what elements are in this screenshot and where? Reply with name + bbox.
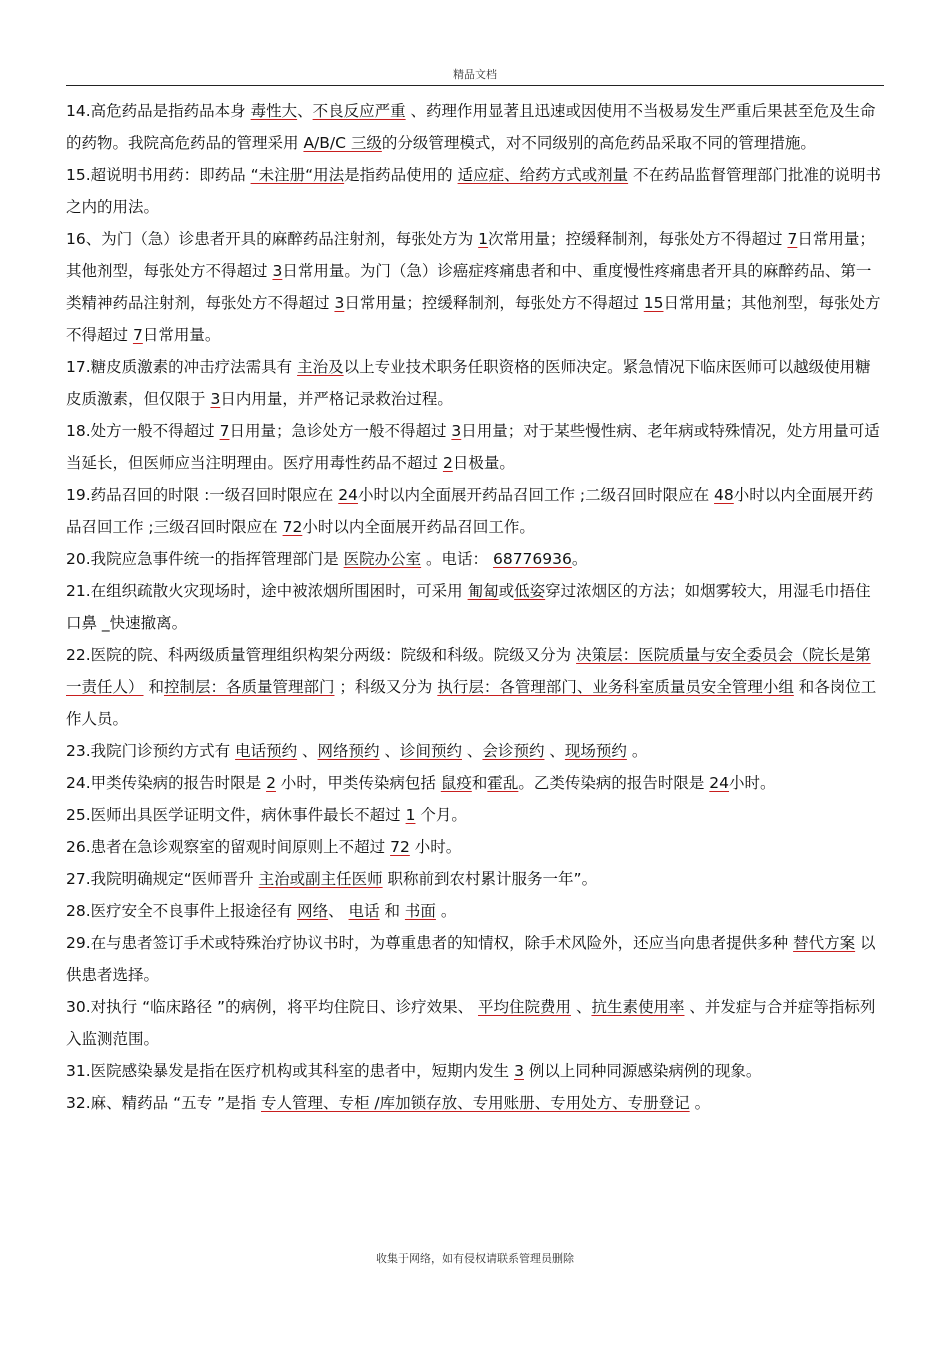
answer-blank: 网络	[297, 902, 329, 920]
answer-blank: 书面	[404, 902, 436, 920]
question-item	[66, 575, 884, 639]
answer-blank: 医院办公室	[343, 550, 422, 568]
question-text: 和	[471, 774, 488, 792]
answer-blank: 匍匐	[467, 582, 499, 600]
question-text: 和	[379, 902, 405, 920]
question-item	[66, 831, 884, 863]
question-text: 小时以内全面展开药品召回工作。	[302, 518, 535, 536]
question-text: 日常用量；控缓释制剂，每张处方不得超过	[344, 294, 644, 312]
question-item	[66, 799, 884, 831]
answer-blank: 1	[478, 230, 489, 248]
answer-blank: 7	[787, 230, 798, 248]
question-text: 15.超说明书用药：即药品	[66, 166, 251, 184]
question-text: 。	[435, 902, 457, 920]
answer-blank: 适应症、给药方式或剂量	[457, 166, 629, 184]
answer-blank: 48	[714, 486, 734, 504]
question-text: 16、为门（急）诊患者开具的麻醉药品注射剂，每张处方为	[66, 230, 479, 248]
question-text: ；科级又分为	[334, 678, 438, 696]
answer-blank: 低姿	[514, 582, 546, 600]
answer-blank: 3	[514, 1062, 524, 1080]
question-text: 小时，甲类传染病包括	[275, 774, 441, 792]
question-text: 、	[328, 902, 349, 920]
question-text: 和各岗位工作人员。	[66, 678, 877, 728]
question-text: 28.医疗安全不良事件上报途径有	[66, 902, 298, 920]
question-item	[66, 159, 884, 223]
question-text: 14.高危药品是指药品本身	[66, 102, 251, 120]
question-text: 、	[462, 742, 483, 760]
answer-blank: 毒性大	[250, 102, 298, 120]
answer-blank: 24	[709, 774, 730, 792]
question-text: 小时以内全面展开药品召回工作 ;三级召回时限应在	[66, 486, 874, 536]
question-text: 20.我院应急事件统一的指挥管理部门是	[66, 550, 344, 568]
question-text: 日极量。	[452, 454, 515, 472]
answer-blank: 1	[405, 806, 416, 824]
answer-blank: 替代方案	[793, 934, 856, 952]
question-text: 日用量；对于某些慢性病、老年病或特殊情况，处方用量可适当延长，但医师应当注明理由。医疗用毒性药品不超过	[66, 422, 880, 472]
question-text: 30.对执行 “临床路径 ”的病例，将平均住院日、诊疗效果、	[66, 998, 478, 1016]
question-text: 17.糖皮质激素的冲击疗法需具有	[66, 358, 298, 376]
answer-blank: 24	[338, 486, 358, 504]
answer-blank: 72	[390, 838, 410, 856]
question-text: 日常用量；其他剂型，每张处方不得超过	[66, 294, 881, 344]
question-text: 、	[297, 102, 313, 120]
question-text: 日常用量。	[142, 326, 221, 344]
question-text: 、药理作用显著且迅速或因使用不当极易发生严重后果甚至危及生命的药物。我院高危药品的管理采用	[66, 102, 876, 152]
answer-blank: 不良反应严重	[312, 102, 406, 120]
answer-blank: 鼠疫	[440, 774, 472, 792]
answer-blank: 网络预约	[317, 742, 380, 760]
question-text: 日常用量；其他剂型，每张处方不得超过	[66, 230, 875, 280]
answer-blank: 控制层：各质量管理部门	[163, 678, 335, 696]
question-item	[66, 95, 884, 159]
question-text: 21.在组织疏散火灾现场时，途中被浓烟所围困时，可采用	[66, 582, 468, 600]
question-text: 、	[571, 998, 592, 1016]
question-text: 31.医院感染暴发是指在医疗机构或其科室的患者中，短期内发生	[66, 1062, 515, 1080]
question-text: 。乙类传染病的报告时限是	[518, 774, 710, 792]
question-text: 穿过浓烟区的方法；如烟雾较大，用湿毛巾捂住口鼻 _快速撤离。	[66, 582, 871, 632]
question-text: 24.甲类传染病的报告时限是	[66, 774, 267, 792]
question-text: 。	[689, 1094, 711, 1112]
question-item	[66, 479, 884, 543]
question-item	[66, 351, 884, 415]
question-text: 、	[297, 742, 318, 760]
question-item	[66, 927, 884, 991]
question-item	[66, 543, 884, 575]
question-text: 27.我院明确规定“医师晋升	[66, 870, 259, 888]
answer-blank: 电话预约	[235, 742, 298, 760]
answer-blank: 电话	[348, 902, 380, 920]
question-text: 的分级管理模式，对不同级别的高危药品采取不同的管理措施。	[381, 134, 816, 152]
answer-blank: 2	[442, 454, 453, 472]
question-item	[66, 639, 884, 735]
answer-blank: 7	[219, 422, 230, 440]
question-text: 29.在与患者签订手术或特殊治疗协议书时，为尊重患者的知情权，除手术风险外，还应当向患者提供多种	[66, 934, 794, 952]
question-text: 是指药品使用的	[344, 166, 458, 184]
question-text: 日常用量。为门（急）诊癌症疼痛患者和中、重度慢性疼痛患者开具的麻醉药品、第一类精神药品注射剂，每张处方不得超过	[66, 262, 872, 312]
answer-blank: 7	[132, 326, 143, 344]
question-text: 25.医师出具医学证明文件，病休事件最长不超过	[66, 806, 406, 824]
page-header-title: 精品文档	[453, 68, 497, 81]
answer-blank: 会诊预约	[482, 742, 545, 760]
question-text: 小时。	[729, 774, 776, 792]
question-text: 职称前到农村累计服务一年”。	[382, 870, 598, 888]
answer-blank: 68776936	[492, 550, 572, 568]
answer-blank: 3	[451, 422, 462, 440]
answer-blank: 2	[266, 774, 276, 792]
answer-blank: 3	[334, 294, 345, 312]
question-text: 不在药品监督管理部门批准的说明书之内的用法。	[66, 166, 882, 216]
answer-blank: 诊间预约	[399, 742, 462, 760]
question-text: 以上专业技术职务任职资格的医师决定。紧急情况下临床医师可以越级使用糖皮质激素，但仅限于	[66, 358, 871, 408]
question-text: 。	[571, 550, 588, 568]
question-item	[66, 415, 884, 479]
answer-blank: 抗生素使用率	[591, 998, 685, 1016]
answer-blank: 15	[643, 294, 664, 312]
question-text: 、并发症与合并症等指标列入监测范围。	[66, 998, 876, 1048]
question-text: 例以上同种同源感染病例的现象。	[523, 1062, 762, 1080]
question-item	[66, 223, 884, 351]
question-text: 19.药品召回的时限 :一级召回时限应在	[66, 486, 339, 504]
question-text: 以供患者选择。	[66, 934, 876, 984]
answer-blank: 现场预约	[564, 742, 627, 760]
question-text: 小时。	[409, 838, 462, 856]
question-list	[66, 95, 884, 1119]
question-text: 、	[379, 742, 400, 760]
question-text: 或	[498, 582, 515, 600]
question-text: 和	[143, 678, 164, 696]
answer-blank: 3	[272, 262, 283, 280]
question-text: 26.患者在急诊观察室的留观时间原则上不超过	[66, 838, 391, 856]
answer-blank: 主治或副主任医师	[258, 870, 383, 888]
question-item	[66, 735, 884, 767]
question-text: 个月。	[415, 806, 467, 824]
answer-blank: 主治及	[297, 358, 344, 376]
question-item	[66, 1087, 884, 1119]
page-footer: 收集于网络，如有侵权请联系管理员删除	[376, 1252, 574, 1265]
question-text: 32.麻、精药品 “五专 ”是指	[66, 1094, 261, 1112]
question-item	[66, 863, 884, 895]
question-item	[66, 1055, 884, 1087]
question-text: 。	[626, 742, 648, 760]
answer-blank: “未注册“用法	[250, 166, 345, 184]
question-text: 日内用量，并严格记录救治过程。	[220, 390, 453, 408]
answer-blank: 专人管理、专柜 /库加锁存放、专用账册、专用处方、专册登记	[261, 1094, 690, 1112]
answer-blank: 平均住院费用	[478, 998, 572, 1016]
answer-blank: 3	[210, 390, 221, 408]
question-text: 、	[544, 742, 565, 760]
header-divider	[66, 85, 884, 86]
question-item	[66, 767, 884, 799]
answer-blank: A/B/C 三级	[303, 134, 382, 152]
question-item	[66, 895, 884, 927]
question-item	[66, 991, 884, 1055]
answer-blank: 霍乱	[487, 774, 519, 792]
answer-blank: 执行层：各管理部门、业务科室质量员安全管理小组	[437, 678, 794, 696]
question-text: 18.处方一般不得超过	[66, 422, 220, 440]
question-text: 次常用量；控缓释制剂，每张处方不得超过	[488, 230, 788, 248]
answer-blank: 72	[282, 518, 303, 536]
answer-blank: 决策层：医院质量与安全委员会（院长是第一责任人）	[66, 646, 871, 696]
question-text: 日用量；急诊处方一般不得超过	[229, 422, 452, 440]
question-text: 22.医院的院、科两级质量管理组织构架分两级：院级和科级。院级又分为	[66, 646, 577, 664]
question-text: 。电话：	[421, 550, 493, 568]
question-text: 23.我院门诊预约方式有	[66, 742, 236, 760]
question-text: 小时以内全面展开药品召回工作 ;二级召回时限应在	[357, 486, 715, 504]
